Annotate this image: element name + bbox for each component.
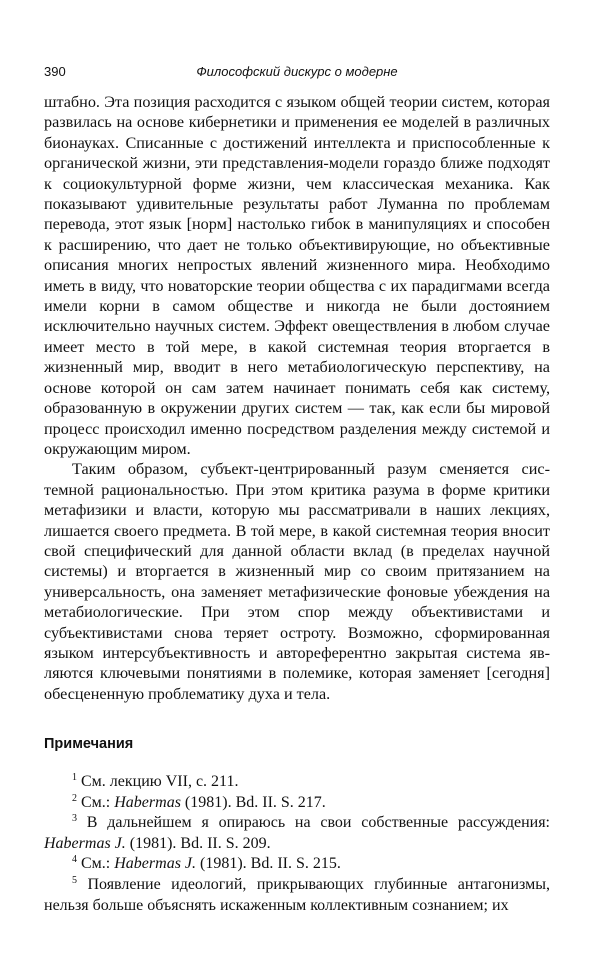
running-title: Философский дискурс о модерне <box>196 64 398 79</box>
note-number: 2 <box>72 792 77 804</box>
note-1 <box>44 772 550 793</box>
note-text: Появление идеологий, прикрывающих глубинные антагонизмы, нельзя больше объяснять искаженным коллективным сознанием; их <box>44 875 551 914</box>
paragraph-1: штабно. Эта позиция расходится с языком общей теории систем, которая развилась на основе кибернетики и применения ее моделей в различных бионауках. Списанные с достижений интеллекта и приспособленные к органической жизни, эти представления-модели гораздо ближе подходят к социокультурной форме жизни, чем классическая механика. Как показывают удивительные результаты работ Луманна по проблемам перевода, этот язык [норм] настолько гибок в манипуляциях и способен к расширению, что дает не только объективирующие, но объективные описания многих непростых явлений жизненного мира. Необходимо иметь в виду, что новаторские теории общества с их парадигмами всегда имели корни в самом обществе и никогда не были достоянием исключительно научных систем. Эффект овеществления в любом случае имеет место в той мере, в какой системная теория вторгается в жизненный мир, вводит в него метабиологическую перспективу, на основе которой он сам затем начинает понимать себя как систему, образованную в окружении других систем — так, как если бы мировой процесс происходил именно посредством разделения между системой и окружающим миром. <box>44 93 550 458</box>
main-text <box>44 92 550 704</box>
note-5 <box>44 875 550 916</box>
note-author: Habermas J. <box>44 834 126 852</box>
note-text: В дальнейшем я опираюсь на свои собственные рассуждения: <box>86 814 550 832</box>
note-number: 1 <box>72 772 77 783</box>
notes-heading: Примечания <box>44 736 134 752</box>
note-number: 5 <box>72 874 77 886</box>
note-3 <box>44 813 550 854</box>
note-number: 3 <box>72 813 77 825</box>
running-head <box>44 64 550 84</box>
note-2 <box>44 793 550 814</box>
paragraph-2: Таким образом, субъект-центрированный разум сменяется системной рациональностью. При этом критика разума в форме критики метафизики и власти, которую мы рассматривали в наших лекциях, лишается своего предмета. В той мере, в какой системная теория вносит свой специфический для данной области вклад (в пределах научной системы) и вторгается в жизненный мир со своим притязанием на универсальность, она заменяет метафизические фоновые убеждения на метабиологические. При этом спор между объективистами и субъективистами снова теряет остроту. Возможно, сформированная языком интерсубъективность и автореферентно закрытая система являются ключевыми понятиями в полемике, которая заменяет [сегодня] обесцененную проблематику духа и тела. <box>44 460 550 703</box>
note-source: (1981). Bd. II. S. 215. <box>196 855 341 873</box>
page-number: 390 <box>44 64 66 79</box>
note-text: См. лекцию VII, с. 211. <box>81 773 239 790</box>
note-text: См.: <box>81 793 115 811</box>
note-author: Habermas J. <box>114 855 197 873</box>
note-text: См.: <box>81 855 115 873</box>
note-author: Habermas <box>114 793 181 811</box>
note-source: (1981). Bd. II. S. 209. <box>125 834 271 852</box>
note-number: 4 <box>72 854 77 866</box>
note-4 <box>44 854 550 875</box>
notes-list <box>44 772 550 916</box>
note-source: (1981). Bd. II. S. 217. <box>180 793 326 811</box>
